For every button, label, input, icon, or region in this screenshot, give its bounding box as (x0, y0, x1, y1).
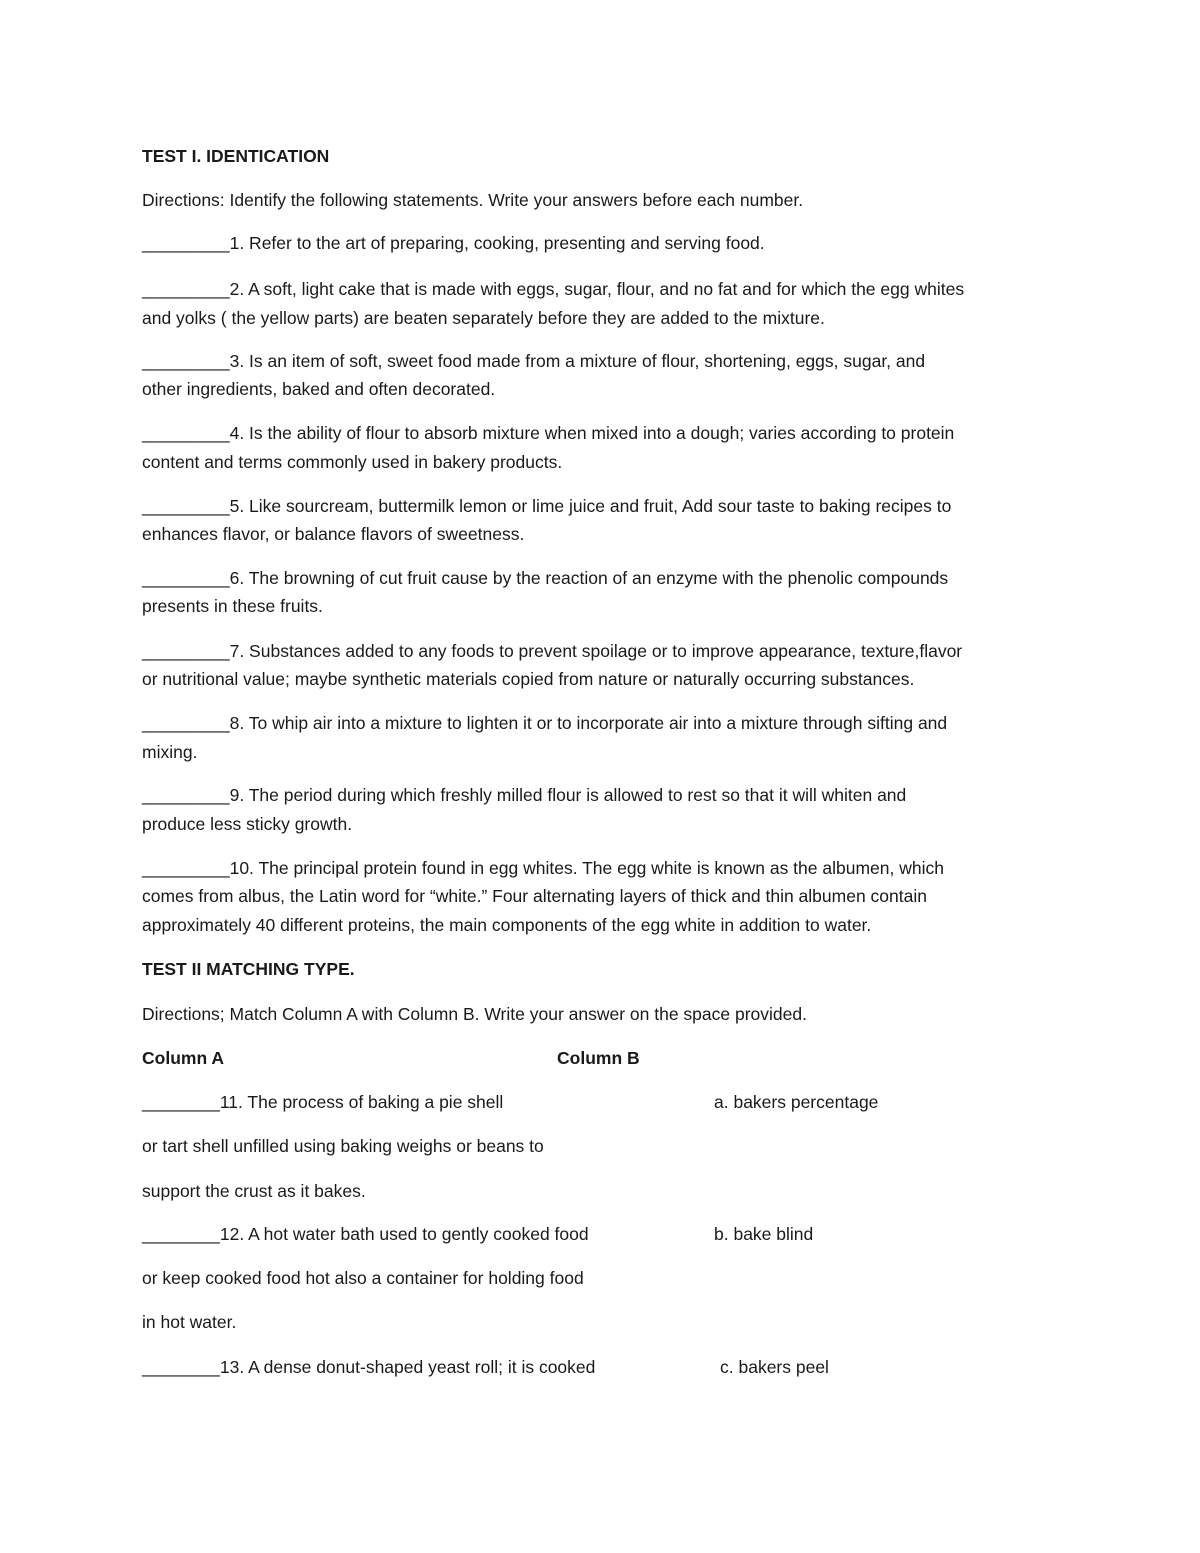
question-8-line-2: mixing. (142, 742, 198, 762)
question-6-line-2: presents in these fruits. (142, 596, 323, 616)
test1-title: TEST I. IDENTICATION (142, 146, 330, 166)
question-11-line-2: or tart shell unfilled using baking weighs or beans to (142, 1136, 544, 1156)
question-3-line-2: other ingredients, baked and often decorated. (142, 379, 496, 399)
question-13-line-1: ________13. A dense donut-shaped yeast roll; it is cooked (142, 1357, 596, 1377)
question-10-line-3: approximately 40 different proteins, the main components of the egg white in addition to water. (142, 915, 872, 935)
question-7-line-1: _________7. Substances added to any foods to prevent spoilage or to improve appearance, texture,flavor (142, 641, 963, 661)
question-11-line-3: support the crust as it bakes. (142, 1181, 366, 1201)
question-6-line-1: _________6. The browning of cut fruit cause by the reaction of an enzyme with the phenolic compounds (142, 568, 949, 588)
question-3-line-1: _________3. Is an item of soft, sweet food made from a mixture of flour, shortening, eggs, sugar, and (142, 351, 926, 371)
question-7-line-2: or nutritional value; maybe synthetic materials copied from nature or naturally occurring substances. (142, 669, 915, 689)
question-11-line-1: ________11. The process of baking a pie shell (142, 1092, 504, 1112)
question-4-line-1: _________4. Is the ability of flour to absorb mixture when mixed into a dough; varies according to protein (142, 423, 955, 443)
question-12-line-1: ________12. A hot water bath used to gently cooked food (142, 1224, 589, 1244)
choice-c: c. bakers peel (720, 1357, 829, 1377)
test2-title: TEST II MATCHING TYPE. (142, 959, 355, 979)
question-9-line-2: produce less sticky growth. (142, 814, 353, 834)
question-8-line-1: _________8. To whip air into a mixture to lighten it or to incorporate air into a mixture through sifting and (142, 713, 948, 733)
test2-directions: Directions; Match Column A with Column B. Write your answer on the space provided. (142, 1004, 807, 1024)
column-a-header: Column A (142, 1048, 224, 1068)
question-12-line-2: or keep cooked food hot also a container for holding food (142, 1268, 584, 1288)
question-10-line-2: comes from albus, the Latin word for “white.” Four alternating layers of thick and thin albumen contain (142, 886, 927, 906)
choice-a: a. bakers percentage (714, 1092, 879, 1112)
question-9-line-1: _________9. The period during which freshly milled flour is allowed to rest so that it will whiten and (142, 785, 907, 805)
question-1-line-1: _________1. Refer to the art of preparing, cooking, presenting and serving food. (142, 233, 765, 253)
test1-directions: Directions: Identify the following statements. Write your answers before each number. (142, 190, 804, 210)
question-12-line-3: in hot water. (142, 1312, 237, 1332)
question-2-line-1: _________2. A soft, light cake that is made with eggs, sugar, flour, and no fat and for which the egg whites (142, 279, 965, 299)
question-4-line-2: content and terms commonly used in bakery products. (142, 452, 563, 472)
column-b-header: Column B (557, 1048, 640, 1068)
choice-b: b. bake blind (714, 1224, 814, 1244)
question-2-line-2: and yolks ( the yellow parts) are beaten separately before they are added to the mixture. (142, 308, 825, 328)
question-5-line-2: enhances flavor, or balance flavors of sweetness. (142, 524, 525, 544)
question-10-line-1: _________10. The principal protein found in egg whites. The egg white is known as the albumen, which (142, 858, 944, 878)
question-5-line-1: _________5. Like sourcream, buttermilk lemon or lime juice and fruit, Add sour taste to baking recipes to (142, 496, 952, 516)
